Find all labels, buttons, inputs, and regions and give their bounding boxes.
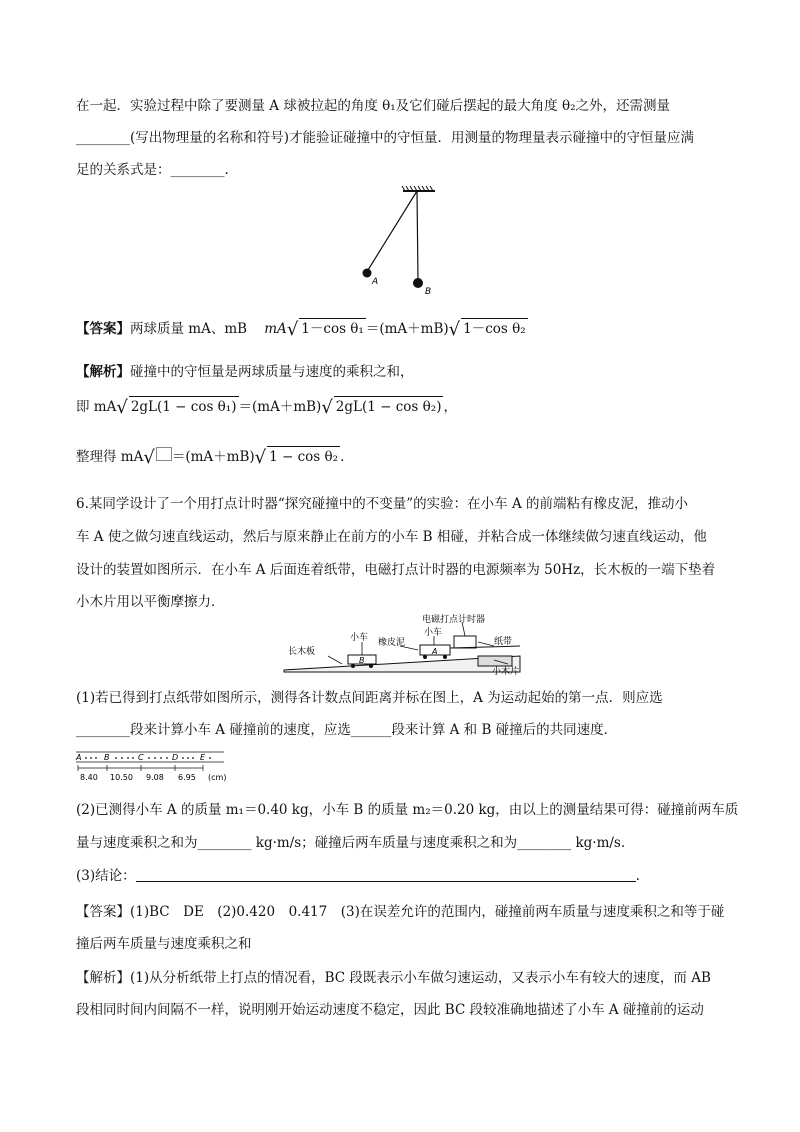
wood-block <box>478 656 512 666</box>
formula-term: ＝(mA＋mB) <box>238 399 322 415</box>
tape-label: 纸带 <box>494 637 513 647</box>
question-line <box>76 866 640 886</box>
conclusion-label: (3)结论： <box>76 868 136 884</box>
sqrt-expr: √ 2gL(1 − cos θ₂) <box>321 397 442 418</box>
punctuation: ， <box>443 399 457 415</box>
cart2-label: 小车 <box>424 628 443 638</box>
radicand: 1 − cos θ₂ <box>267 446 340 467</box>
text-line: ________(写出物理量的名称和符号)才能验证碰撞中的守恒量．用测量的物理量表示碰撞中的守恒量应满 <box>76 130 695 146</box>
tape-point: D <box>172 753 179 762</box>
text-line: 在一起．实验过程中除了要测量 A 球被拉起的角度 θ₁及它们碰后摆起的最大角度 θ₂之外，还需测量 <box>76 98 670 114</box>
formula-term: ＝(mA＋mB) <box>171 449 255 465</box>
analysis-label: 【解析】 <box>76 364 130 380</box>
text-line: 足的关系式是：________. <box>76 162 229 178</box>
tape-point: E <box>200 753 206 762</box>
board-label: 长木板 <box>288 647 316 657</box>
ball-b <box>413 278 423 288</box>
apparatus-figure <box>282 612 524 676</box>
tape-distance: 8.40 <box>80 773 98 782</box>
sqrt-expr: √ 1－cos θ₁ <box>286 319 364 340</box>
answer-line: 撞后两车质量与速度乘积之和 <box>76 936 252 952</box>
analysis-text: 碰撞中的守恒量是两球质量与速度的乘积之和， <box>130 364 414 380</box>
answer-text: 两球质量 mA、mB <box>130 321 248 337</box>
question-line: (2)已测得小车 A 的质量 m₁＝0.40 kg，小车 B 的质量 m₂＝0.20 kg，由以上的测量结果可得：碰撞前两车质 <box>76 802 739 818</box>
question-line: 小木片用以平衡摩擦力． <box>76 594 225 610</box>
answer-line: 【答案】(1)BC DE (2)0.420 0.417 (3)在误差允许的范围内，碰撞前两车质量与速度乘积之和等于碰 <box>76 904 725 920</box>
punctuation: . <box>635 868 640 884</box>
analysis-line <box>76 362 414 382</box>
cart-b-letter: B <box>359 656 365 665</box>
clay-label: 橡皮泥 <box>378 638 406 648</box>
conclusion-blank <box>136 867 636 882</box>
tape-distance: 9.08 <box>146 773 164 782</box>
question-line: 量与速度乘积之和为________ kg·m/s；碰撞后两车质量与速度乘积之和为________ kg·m/s. <box>76 835 626 851</box>
formula-term: mA <box>264 321 287 337</box>
question-line: ________段来计算小车 A 碰撞前的速度，应选______段来计算 A 和 B 碰撞后的共同速度． <box>76 722 618 738</box>
string-b <box>417 191 418 280</box>
ball-a <box>363 269 372 278</box>
cart1-label: 小车 <box>350 633 369 643</box>
tape-distance: 6.95 <box>178 773 196 782</box>
ball-b-label: B <box>425 287 432 297</box>
analysis-line: 【解析】(1)从分析纸带上打点的情况看，BC 段既表示小车做匀速运动，又表示小车有较大的速度，而 AB <box>76 970 711 986</box>
tape-point: C <box>138 753 144 762</box>
tape-unit: (cm) <box>208 773 227 782</box>
question-line: 设计的装置如图所示．在小车 A 后面连着纸带，电磁打点计时器的电源频率为 50Hz，长木板的一端下垫着 <box>76 562 716 578</box>
timer-device <box>454 636 476 648</box>
radicand: 1－cos θ₂ <box>461 318 528 339</box>
sqrt-expr-broken: √ <box>143 447 171 468</box>
punctuation: . <box>340 449 345 465</box>
string-a <box>368 191 417 270</box>
sqrt-expr: √ 2gL(1 − cos θ₁) <box>116 397 237 418</box>
cart-a-letter: A <box>432 647 438 656</box>
radicand: 1－cos θ₁ <box>299 318 366 339</box>
tape-point: A <box>76 753 82 762</box>
block-label: 小木片 <box>492 667 520 676</box>
question-line: 车 A 使之做匀速直线运动，然后与原来静止在前方的小车 B 相碰，并粘合成一体继续做匀速直线运动，他 <box>76 529 707 545</box>
timer-label: 电磁打点计时器 <box>422 615 486 625</box>
formula-term: ＝(mA＋mB) <box>365 321 449 337</box>
answer-label: 【答案】 <box>76 321 130 337</box>
radicand: 2gL(1 − cos θ₂) <box>334 396 444 417</box>
sqrt-expr: √ 1－cos θ₂ <box>448 319 526 340</box>
answer-line <box>76 318 528 340</box>
question-line: (1)若已得到打点纸带如图所示，测得各计数点间距离并标在图上，A 为运动起始的第一点．则应选 <box>76 690 663 706</box>
ticker-tape-figure <box>74 748 240 782</box>
tape-point: B <box>104 753 110 762</box>
analysis-line: 段相同时间内间隔不一样，说明刚开始运动速度不稳定，因此 BC 段较准确地描述了小车 A 碰撞前的运动 <box>76 1002 704 1018</box>
analysis-line <box>76 396 457 418</box>
tape-distance: 10.50 <box>110 773 133 782</box>
pendulum-figure <box>355 185 445 297</box>
ball-a-label: A <box>372 277 379 287</box>
radicand: 2gL(1 − cos θ₁) <box>129 396 239 417</box>
question-line: 6.某同学设计了一个用打点计时器“探究碰撞中的不变量”的实验：在小车 A 的前端粘有橡皮泥，推动小 <box>76 496 689 512</box>
formula-term: 整理得 mA <box>76 449 144 465</box>
sqrt-expr: √ 1 − cos θ₂ <box>254 447 339 468</box>
analysis-line <box>76 446 344 468</box>
formula-term: 即 mA <box>76 399 117 415</box>
